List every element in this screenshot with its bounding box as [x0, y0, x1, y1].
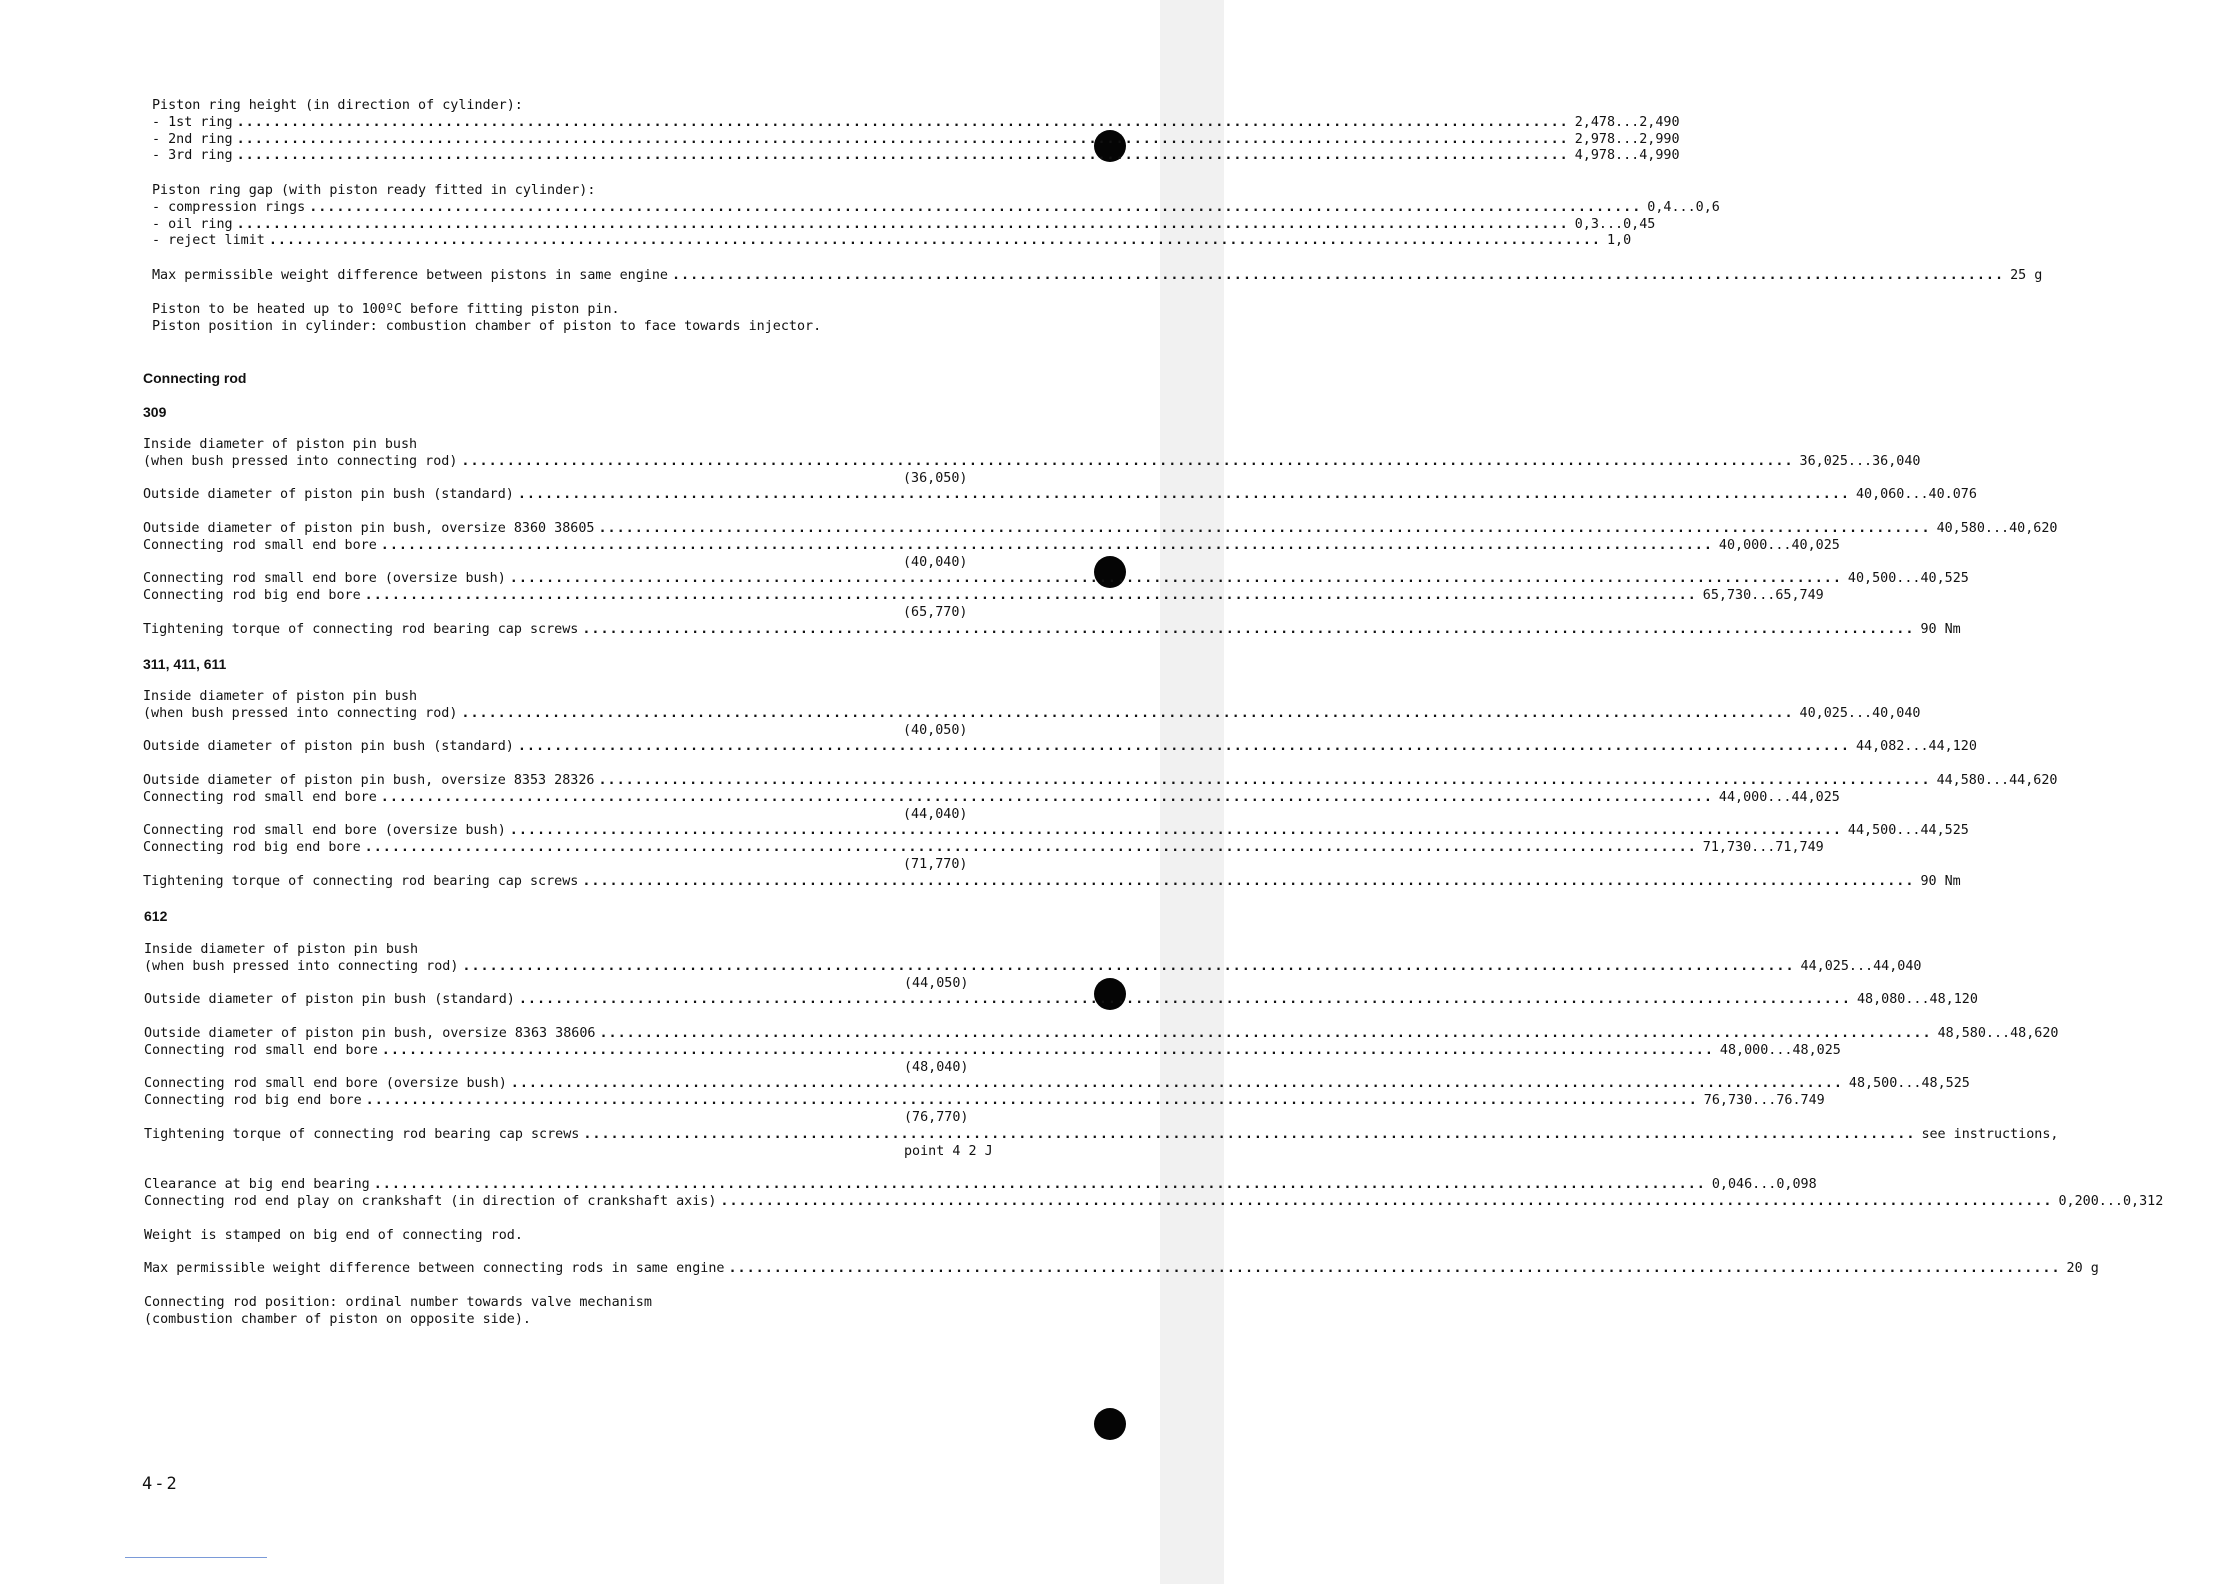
piston-weight — [152, 268, 2043, 285]
note-text: (combustion chamber of piston on opposite side). — [144, 1311, 531, 1327]
position-note — [144, 1295, 1044, 1329]
engine-model-title: 612 — [144, 908, 168, 924]
note-text: Connecting rod position: ordinal number towards valve mechanism — [144, 1295, 652, 1310]
spec-row: Connecting rod big end bore ................................................................................................................................................... 76,730...76.749 — [144, 1093, 1825, 1109]
spec-row: (when bush pressed into connecting rod) ................................................................................................................................................... 44,025...44,040 — [144, 958, 1922, 974]
spec-row: - 1st ring ................................................................................................................................................... 2,478...2,490 — [152, 114, 1680, 130]
group-title — [143, 656, 1043, 673]
spec-label: Inside diameter of piston pin bush — [143, 437, 418, 452]
spec-row: Connecting rod small end bore ................................................................................................................................................... 44,000...44,025 — [143, 789, 1840, 805]
spec-row: Tightening torque of connecting rod bearing cap screws ................................................................................................................................................... 90 Nm — [143, 873, 1961, 889]
spec-label: Inside diameter of piston pin bush — [143, 689, 418, 704]
spec-row: Tightening torque of connecting rod bearing cap screws ................................................................................................................................................... see instructions, — [144, 1126, 2059, 1142]
spec-extra: (36,050) — [903, 470, 968, 486]
weight-note — [144, 1228, 1044, 1245]
spec-extra: (71,770) — [903, 856, 968, 872]
spec-row: Connecting rod small end bore (oversize bush) ................................................................................................................................................... 48,500...48,525 — [144, 1076, 1970, 1092]
piston-ring-gap — [152, 183, 1720, 250]
spec-extra: (40,040) — [903, 554, 968, 570]
spec-extra: (76,770) — [904, 1109, 969, 1125]
spec-row: Outside diameter of piston pin bush (standard) ................................................................................................................................................... 48,080...48,120 — [144, 992, 1978, 1008]
piston-notes — [152, 302, 1052, 336]
ring-gap-title: Piston ring gap (with piston ready fitted in cylinder): — [152, 183, 596, 198]
spec-row: Connecting rod small end bore ................................................................................................................................................... 48,000...48,025 — [144, 1042, 1841, 1058]
clearance-block — [144, 1177, 2164, 1211]
spec-row: Connecting rod end play on crankshaft (in direction of crankshaft axis) ................................................................................................................................................... 0,200...0,312 — [144, 1193, 2164, 1209]
bottom-rule — [125, 1557, 267, 1558]
group-title — [143, 404, 1043, 421]
engine-model-title: 311, 411, 611 — [143, 656, 227, 672]
piston-note: Piston position in cylinder: combustion chamber of piston to face towards injector. — [152, 318, 822, 334]
spec-extra: (48,040) — [904, 1059, 969, 1075]
spec-extra: (65,770) — [903, 604, 968, 620]
spec-group-309 — [143, 437, 2058, 639]
spec-row: - oil ring ................................................................................................................................................... 0,3...0,45 — [152, 216, 1656, 232]
spec-row: - 2nd ring ................................................................................................................................................... 2,978...2,990 — [152, 131, 1680, 147]
piston-note: Piston to be heated up to 100ºC before fitting piston pin. — [152, 302, 620, 317]
spec-row: Connecting rod big end bore ................................................................................................................................................... 71,730...71,749 — [143, 840, 1824, 856]
page-number: 4-2 — [142, 1474, 179, 1494]
spec-row: (when bush pressed into connecting rod) ................................................................................................................................................... 40,025...40,040 — [143, 705, 1921, 721]
spec-row: Outside diameter of piston pin bush, oversize 8360 38605 ................................................................................................................................................... 40,580...40,620 — [143, 520, 2058, 536]
note-text: Weight is stamped on big end of connecting rod. — [144, 1228, 523, 1243]
spec-row: Tightening torque of connecting rod bearing cap screws ................................................................................................................................................... 90 Nm — [143, 621, 1961, 637]
spec-row: Max permissible weight difference between pistons in same engine ................................................................................................................................................... 25 g — [152, 268, 2043, 283]
ring-height-title: Piston ring height (in direction of cylinder): — [152, 98, 523, 113]
spec-row: Connecting rod small end bore ................................................................................................................................................... 40,000...40,025 — [143, 537, 1840, 553]
spec-group-612 — [144, 942, 2059, 1160]
spec-row: - compression rings ................................................................................................................................................... 0,4...0,6 — [152, 199, 1720, 215]
spec-row: Outside diameter of piston pin bush (standard) ................................................................................................................................................... 44,082...44,120 — [143, 739, 1977, 755]
piston-ring-height — [152, 98, 1680, 165]
connecting-rod-heading: Connecting rod — [143, 370, 247, 386]
section-heading — [143, 370, 1043, 387]
spec-row: Outside diameter of piston pin bush (standard) ................................................................................................................................................... 40,060...40.076 — [143, 487, 1977, 503]
spec-group-311 — [143, 689, 2058, 891]
spec-extra: (44,040) — [903, 806, 968, 822]
spec-extra: (44,050) — [904, 975, 969, 991]
spec-row: Outside diameter of piston pin bush, oversize 8363 38606 ................................................................................................................................................... 48,580...48,620 — [144, 1025, 2059, 1041]
spec-extra: point 4 2 J — [904, 1143, 993, 1159]
spec-row: Outside diameter of piston pin bush, oversize 8353 28326 ................................................................................................................................................... 44,580...44,620 — [143, 772, 2058, 788]
spec-row: Clearance at big end bearing ................................................................................................................................................... 0,046...0,098 — [144, 1177, 1817, 1192]
weight-diff — [144, 1261, 2099, 1278]
spec-label: Inside diameter of piston pin bush — [144, 942, 419, 957]
spec-row: - reject limit ................................................................................................................................................... 1,0 — [152, 233, 1632, 249]
spec-row: (when bush pressed into connecting rod) ................................................................................................................................................... 36,025...36,040 — [143, 453, 1921, 469]
spec-row: Max permissible weight difference between connecting rods in same engine ................................................................................................................................................... 20 g — [144, 1261, 2099, 1276]
spec-row: Connecting rod small end bore (oversize bush) ................................................................................................................................................... 44,500...44,525 — [143, 823, 1969, 839]
punch-hole — [1094, 1408, 1126, 1440]
spec-row: Connecting rod big end bore ................................................................................................................................................... 65,730...65,749 — [143, 588, 1824, 604]
engine-model-title: 309 — [143, 404, 167, 420]
spec-row: - 3rd ring ................................................................................................................................................... 4,978...4,990 — [152, 148, 1680, 164]
spec-row: Connecting rod small end bore (oversize bush) ................................................................................................................................................... 40,500...40,525 — [143, 571, 1969, 587]
spec-extra: (40,050) — [903, 722, 968, 738]
group-title — [144, 908, 1044, 925]
